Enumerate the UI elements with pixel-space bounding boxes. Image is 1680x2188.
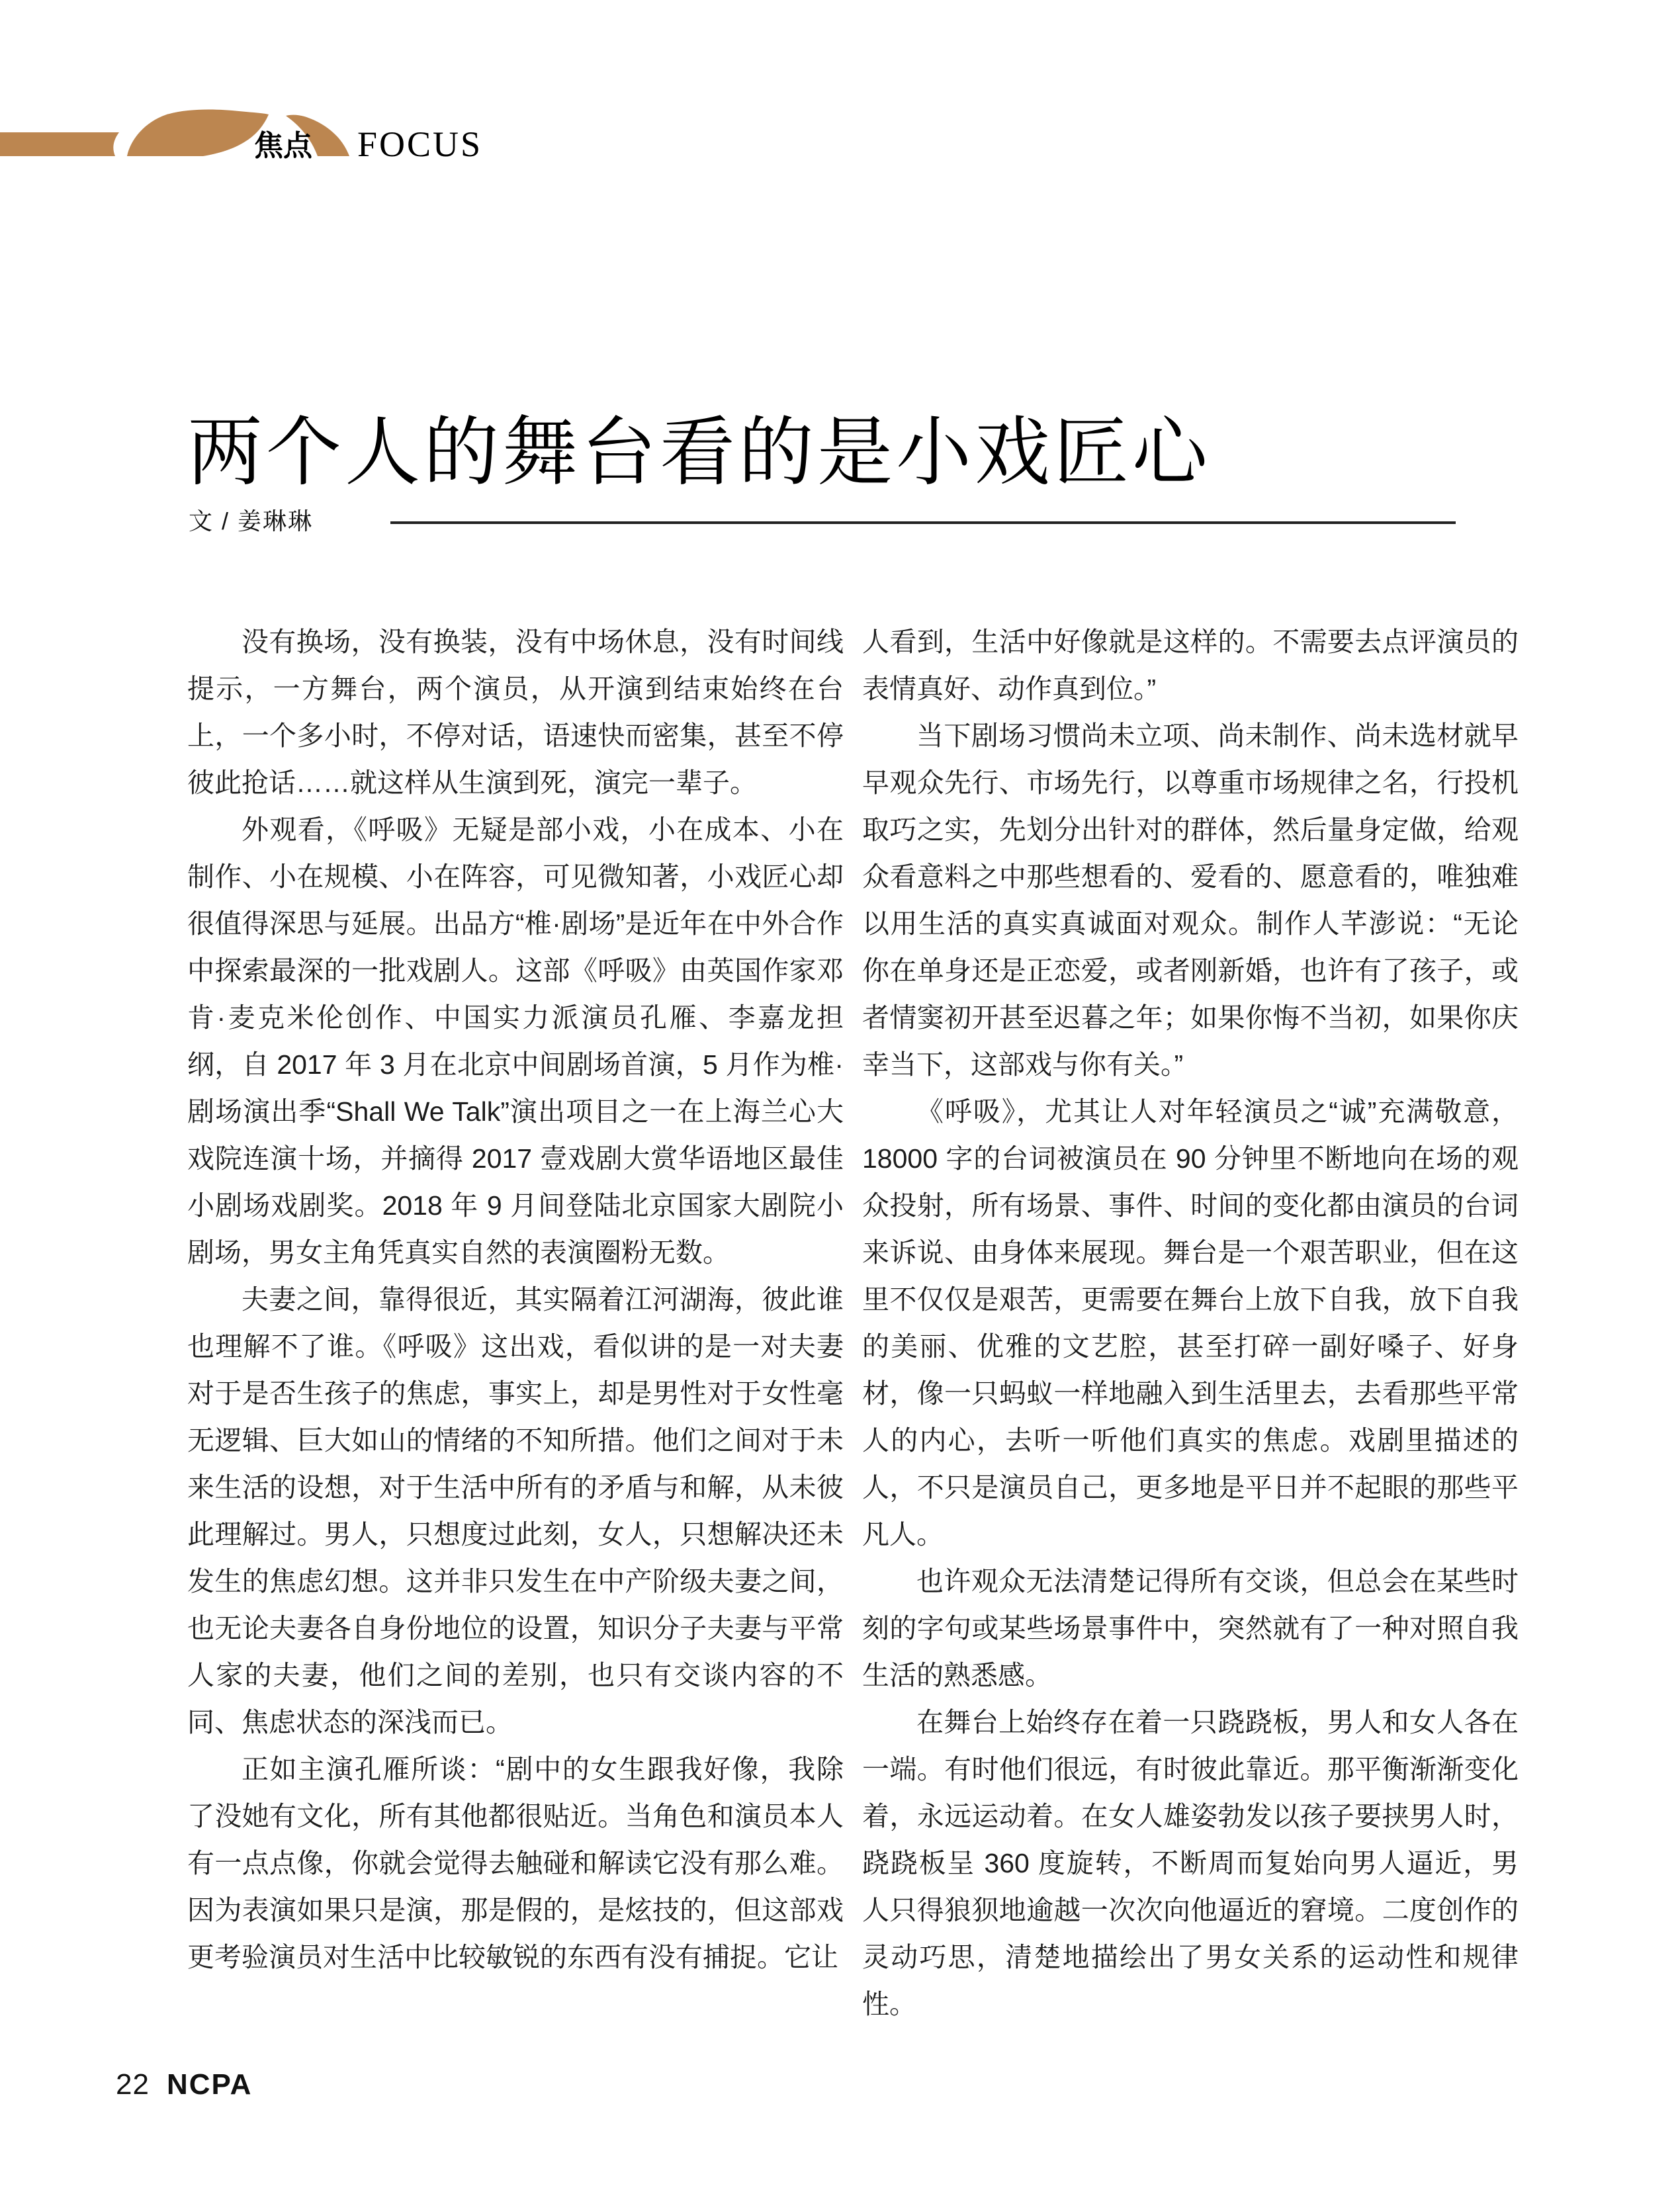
left-column <box>187 619 844 1981</box>
byline-rule <box>390 521 1456 524</box>
section-label-en: FOCUS <box>357 124 483 164</box>
byline-row <box>189 503 1459 536</box>
paragraph: 在舞台上始终存在着一只跷跷板，男人和女人各在一端。有时他们很远，有时彼此靠近。那平衡渐渐变化着，永远运动着。在女人雄姿勃发以孩子要挟男人时，跷跷板呈 360 度旋转，不断周而复始向男人逼近，男人只得狼狈地逾越一次次向他逼近的窘境。二度创作的灵动巧思，清楚地描绘出了男女关系的运动性和规律性。 <box>862 1707 1519 2019</box>
banner-bar <box>0 132 119 156</box>
banner-leaf-shape <box>127 110 269 156</box>
page-number: 22 <box>116 2068 150 2101</box>
right-column <box>862 619 1519 2028</box>
section-label-cn: 焦点 <box>254 130 312 162</box>
magazine-name: NCPA <box>166 2068 253 2101</box>
paragraph: 夫妻之间，靠得很近，其实隔着江河湖海，彼此谁也理解不了谁。《呼吸》这出戏，看似讲的是一对夫妻对于是否生孩子的焦虑，事实上，却是男性对于女性毫无逻辑、巨大如山的情绪的不知所措。他们之间对于未来生活的设想，对于生活中所有的矛盾与和解，从未彼此理解过。男人，只想度过此刻，女人，只想解决还未发生的焦虑幻想。这并非只发生在中产阶级夫妻之间，也无论夫妻各自身份地位的设置，知识分子夫妻与平常人家的夫妻，他们之间的差别，也只有交谈内容的不同、焦虑状态的深浅而已。 <box>187 1284 844 1737</box>
page-footer <box>116 2068 252 2101</box>
paragraph: 当下剧场习惯尚未立项、尚未制作、尚未选材就早早观众先行、市场先行，以尊重市场规律之名，行投机取巧之实，先划分出针对的群体，然后量身定做，给观众看意料之中那些想看的、爱看的、愿意看的，唯独难以用生活的真实真诚面对观众。制作人芊澎说：“无论你在单身还是正恋爱，或者刚新婚，也许有了孩子，或者情窦初开甚至迟暮之年；如果你悔不当初，如果你庆幸当下，这部戏与你有关。” <box>862 721 1519 1080</box>
paragraph-continuation: 人看到，生活中好像就是这样的。不需要去点评演员的表情真好、动作真到位。” <box>862 627 1519 704</box>
byline: 文 / 姜琳琳 <box>189 507 314 535</box>
article-title: 两个人的舞台看的是小戏匠心 <box>187 411 1212 496</box>
paragraph: 正如主演孔雁所谈：“剧中的女生跟我好像，我除了没她有文化，所有其他都很贴近。当角色和演员本人有一点点像，你就会觉得去触碰和解读它没有那么难。因为表演如果只是演，那是假的，是炫技的，但这部戏更考验演员对生活中比较敏锐的东西有没有捕捉。它让 <box>187 1754 844 1972</box>
paragraph: 没有换场，没有换装，没有中场休息，没有时间线提示，一方舞台，两个演员，从开演到结束始终在台上，一个多小时，不停对话，语速快而密集，甚至不停彼此抢话……就这样从生演到死，演完一辈子。 <box>187 627 844 798</box>
paragraph: 外观看，《呼吸》无疑是部小戏，小在成本、小在制作、小在规模、小在阵容，可见微知著，小戏匠心却很值得深思与延展。出品方“椎·剧场”是近年在中外合作中探索最深的一批戏剧人。这部《呼吸》由英国作家邓肯·麦克米伦创作、中国实力派演员孔雁、李嘉龙担纲，自 2017 年 3 月在北京中间剧场首演，5 月作为椎·剧场演出季“Shall We Talk”演出项目之一在上海兰心大戏院连演十场，并摘得 2017 壹戏剧大赏华语地区最佳小剧场戏剧奖。2018 年 9 月间登陆北京国家大剧院小剧场，男女主角凭真实自然的表演圈粉无数。 <box>187 814 844 1268</box>
paragraph: 也许观众无法清楚记得所有交谈，但总会在某些时刻的字句或某些场景事件中，突然就有了一种对照自我生活的熟悉感。 <box>862 1566 1519 1690</box>
section-banner <box>0 99 516 179</box>
paragraph: 《呼吸》，尤其让人对年轻演员之“诚”充满敬意，18000 字的台词被演员在 90 分钟里不断地向在场的观众投射，所有场景、事件、时间的变化都由演员的台词来诉说、由身体来展现。舞台是一个艰苦职业，但在这里不仅仅是艰苦，更需要在舞台上放下自我，放下自我的美丽、优雅的文艺腔，甚至打碎一副好嗓子、好身材，像一只蚂蚁一样地融入到生活里去，去看那些平常人的内心，去听一听他们真实的焦虑。戏剧里描述的人，不只是演员自己，更多地是平日并不起眼的那些平凡人。 <box>862 1096 1519 1550</box>
